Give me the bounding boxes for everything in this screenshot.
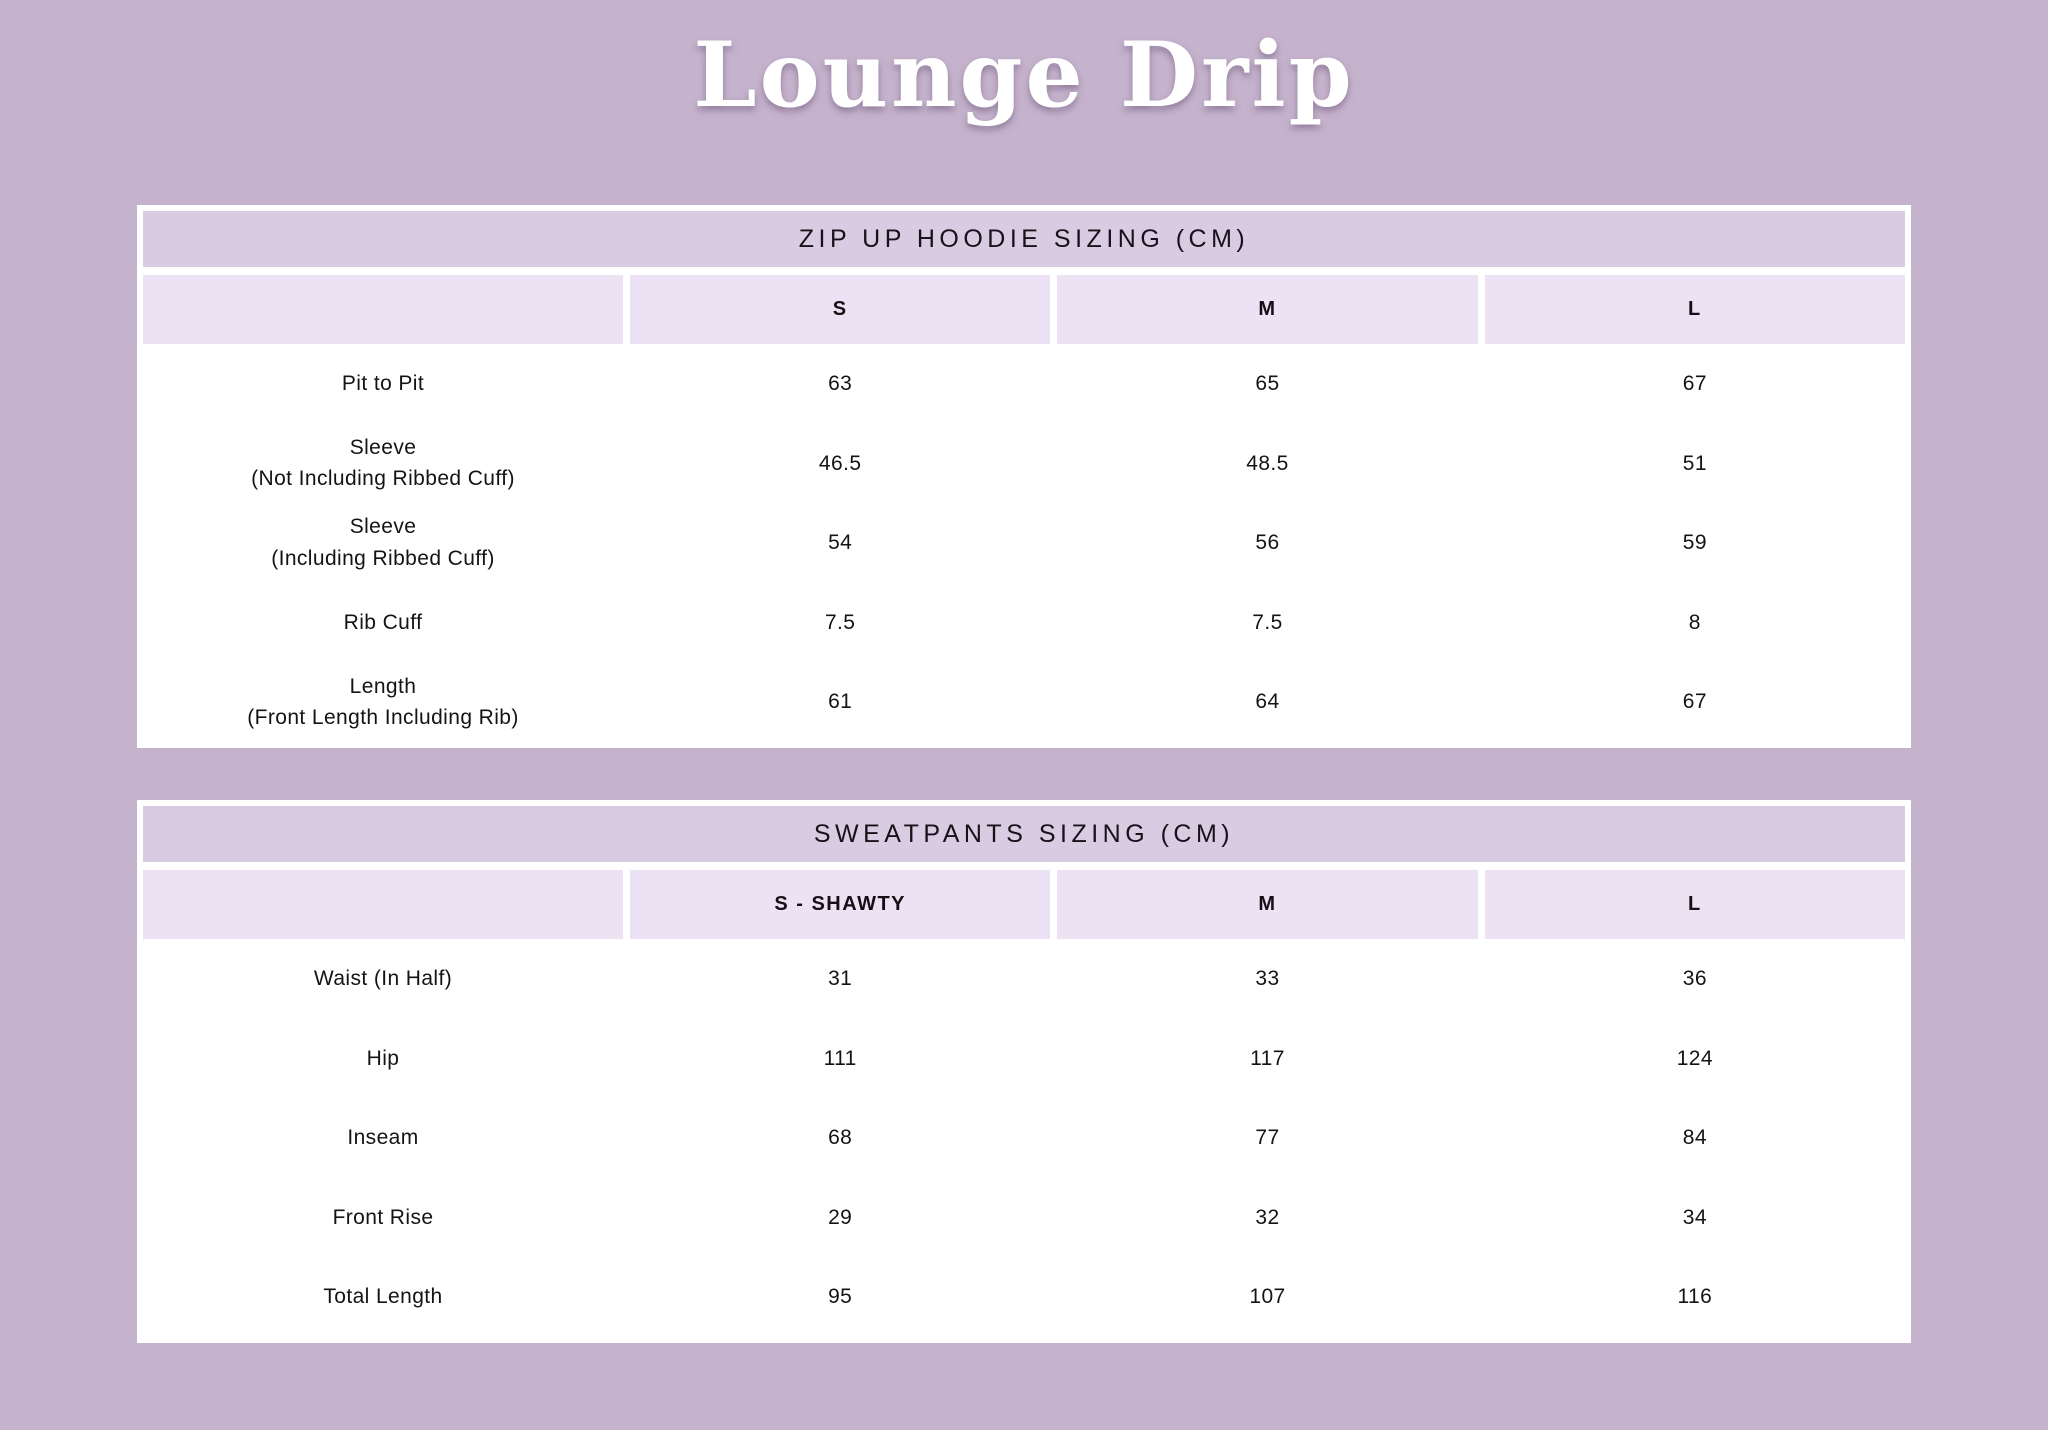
table-row: [143, 939, 1905, 1019]
size-value: 67: [1682, 690, 1707, 714]
hoodie-sizing-table: [137, 205, 1911, 748]
row-label: [143, 1019, 623, 1099]
row-label-text: Waist (In Half): [313, 967, 453, 991]
size-value: 124: [1676, 1046, 1713, 1070]
size-value: 7.5: [824, 610, 856, 634]
sweatpants-column-header-l: L: [1485, 870, 1905, 939]
hoodie-table-body: [143, 344, 1905, 742]
size-value: 64: [1255, 690, 1280, 714]
size-value: 117: [1250, 1046, 1285, 1070]
size-value: 61: [828, 690, 853, 714]
size-value: 51: [1682, 451, 1707, 475]
size-value: 95: [828, 1285, 853, 1309]
table-row: [143, 1257, 1905, 1337]
sweatpants-table-title: SWEATPANTS SIZING (CM): [143, 806, 1905, 862]
table-row: [143, 662, 1905, 742]
table-row: [143, 583, 1905, 663]
size-value: 54: [828, 531, 853, 555]
size-value: 68: [828, 1126, 853, 1150]
size-value: 48.5: [1246, 451, 1289, 475]
row-label: [143, 939, 623, 1019]
table-row: [143, 1098, 1905, 1178]
table-row: [143, 344, 1905, 424]
sweatpants-sizing-table: [137, 800, 1911, 1343]
size-value: 63: [828, 372, 853, 396]
size-value: 7.5: [1252, 610, 1283, 634]
size-value: 59: [1682, 531, 1707, 555]
row-label: [143, 1178, 623, 1258]
size-value: 34: [1682, 1205, 1707, 1229]
size-value: 31: [828, 967, 853, 991]
row-label: [143, 503, 623, 583]
size-value: 77: [1255, 1126, 1280, 1150]
row-sublabel-text: (Not Including Ribbed Cuff): [251, 467, 515, 491]
hoodie-table-title: ZIP UP HOODIE SIZING (CM): [143, 211, 1905, 267]
table-row: [143, 424, 1905, 504]
hoodie-column-header-row: [143, 275, 1905, 344]
row-label-text: Inseam: [347, 1126, 419, 1150]
brand-title: Lounge Drip: [693, 22, 1355, 128]
row-label-text: Sleeve: [349, 435, 417, 459]
size-value: 84: [1682, 1126, 1707, 1150]
size-value: 67: [1682, 372, 1707, 396]
row-label-text: Sleeve: [349, 515, 417, 539]
row-label-text: Total Length: [323, 1285, 443, 1309]
row-label: [143, 1098, 623, 1178]
row-label: [143, 1257, 623, 1337]
hoodie-column-header-s: S: [630, 275, 1050, 344]
sweatpants-column-header-corner: [143, 870, 623, 939]
size-value: 8: [1688, 610, 1701, 634]
size-value: 107: [1249, 1285, 1286, 1309]
size-value: 29: [828, 1205, 853, 1229]
hoodie-column-header-m: M: [1057, 275, 1477, 344]
row-label-text: Front Rise: [332, 1205, 434, 1229]
table-row: [143, 1019, 1905, 1099]
size-value: 111: [823, 1046, 857, 1070]
row-label-text: Length: [349, 674, 417, 698]
sweatpants-column-header-row: [143, 870, 1905, 939]
row-label: [143, 344, 623, 424]
hoodie-column-header-corner: [143, 275, 623, 344]
hoodie-column-header-l: L: [1485, 275, 1905, 344]
table-row: [143, 503, 1905, 583]
sweatpants-column-header-s: S - SHAWTY: [630, 870, 1050, 939]
table-row: [143, 1178, 1905, 1258]
row-label-text: Pit to Pit: [341, 372, 425, 396]
size-value: 32: [1255, 1205, 1280, 1229]
sweatpants-column-header-m: M: [1057, 870, 1477, 939]
size-value: 56: [1255, 531, 1280, 555]
size-value: 33: [1255, 967, 1280, 991]
row-sublabel-text: (Front Length Including Rib): [247, 706, 519, 730]
row-label: [143, 583, 623, 663]
row-label-text: Hip: [366, 1046, 400, 1070]
sweatpants-table-body: [143, 939, 1905, 1337]
size-value: 36: [1682, 967, 1707, 991]
size-value: 116: [1677, 1285, 1713, 1309]
row-label-text: Rib Cuff: [343, 610, 423, 634]
size-value: 46.5: [818, 451, 862, 475]
size-value: 65: [1255, 372, 1280, 396]
row-label: [143, 662, 623, 742]
row-label: [143, 424, 623, 504]
row-sublabel-text: (Including Ribbed Cuff): [271, 546, 495, 570]
